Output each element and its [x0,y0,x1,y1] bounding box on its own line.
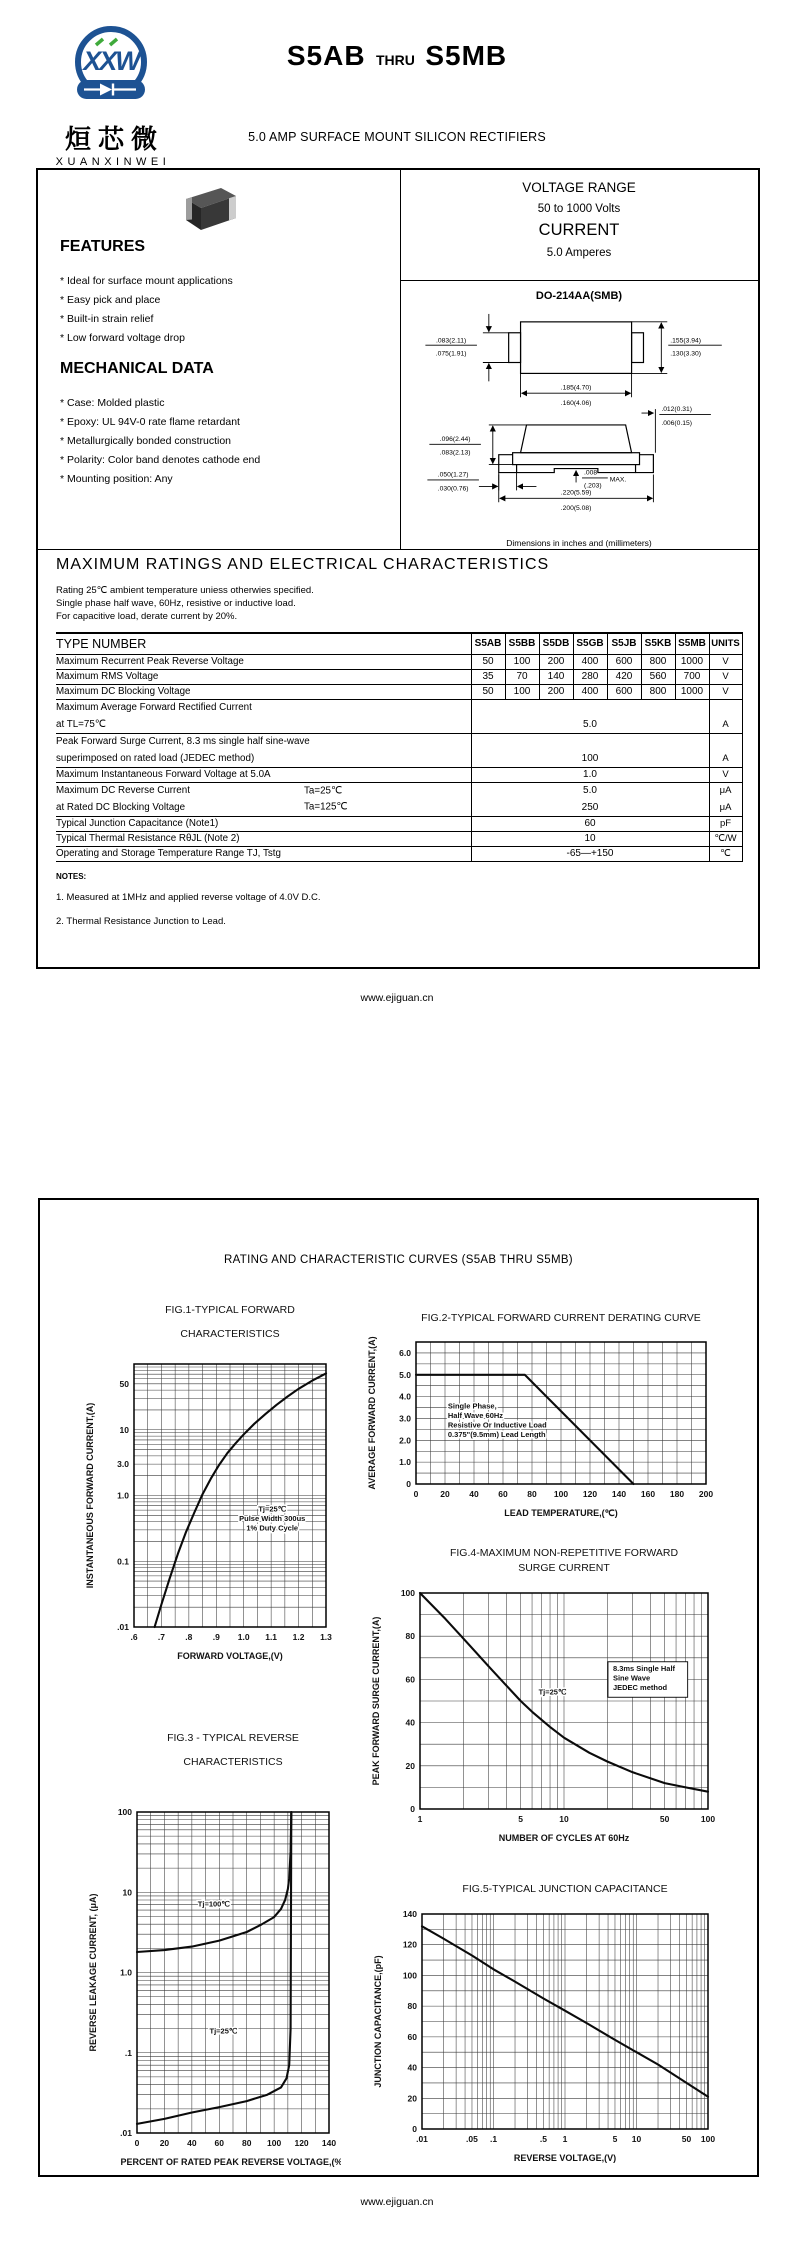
fig4-title [388,1546,740,1576]
svg-text:100: 100 [553,1489,569,1499]
dim-tab-width-in: .083(2.11) [436,337,467,345]
fig2-canvas [364,1334,718,1522]
row-label: Maximum DC Reverse Current Ta=25℃ [56,785,342,797]
svg-text:40: 40 [405,1717,415,1728]
svg-text:Tj=25℃: Tj=25℃ [538,1687,567,1697]
fig5-canvas [370,1906,720,2167]
svg-text:REVERSE LEAKAGE CURRENT, (μA): REVERSE LEAKAGE CURRENT, (μA) [88,1893,98,2052]
features-title: FEATURES [60,238,146,255]
value-cell: 140 [539,669,573,684]
fig3-plot [85,1804,361,2176]
dim-body-width-in: .185(4.70) [560,384,592,392]
dim-tab-width-mm: .075(1.91) [435,350,467,358]
svg-text:LEAD TEMPERATURE,(℃): LEAD TEMPERATURE,(℃) [504,1508,618,1518]
dim-body-height-mm: .130(3.30) [670,350,701,358]
chart-title-line: FIG.4-MAXIMUM NON-REPETITIVE FORWARD [449,1547,679,1559]
unit-cell: A [709,716,742,733]
column-header: S5GB [573,633,607,654]
svg-text:0.1: 0.1 [117,1556,129,1567]
value-cell-span [471,699,709,716]
dim-overall-mm: .200(5.08) [560,505,592,513]
value-cell: 700 [675,669,709,684]
table-row [56,831,742,846]
svg-text:100: 100 [400,1588,415,1598]
row-label: Peak Forward Surge Current, 8.3 ms single half sine-wave [56,736,310,748]
svg-text:3.0: 3.0 [399,1413,411,1424]
value-cell: 400 [573,654,607,669]
svg-text:0: 0 [410,1804,415,1814]
dim-lead-length-in: .050(1.27) [437,471,469,479]
row-label: Maximum Recurrent Peak Reverse Voltage [56,654,471,669]
fig1-plot [82,1356,358,1670]
list-item: * Mounting position: Any [60,473,173,485]
value-cell-span: 1.0 [471,767,709,782]
value-cell: 35 [471,669,505,684]
chart-title-line: FIG.2-TYPICAL FORWARD CURRENT DERATING CURVE [421,1312,701,1324]
unit-cell: V [709,684,742,699]
svg-text:1.3: 1.3 [320,1632,332,1642]
svg-text:20: 20 [440,1489,450,1499]
table-row [56,654,742,669]
package-name: DO-214AA(SMB) [535,290,623,302]
svg-text:140: 140 [321,2138,337,2148]
value-cell: 100 [505,654,539,669]
svg-text:0: 0 [134,2138,140,2148]
chart-title-line: CHARACTERISTICS [180,1328,280,1340]
svg-text:FORWARD VOLTAGE,(V): FORWARD VOLTAGE,(V) [177,1651,283,1661]
fig5-title [390,1878,740,1900]
brand-name-cn: 烜芯微 [64,124,164,154]
package-photo [176,182,242,236]
table-row [56,846,742,861]
value-cell: 200 [539,654,573,669]
table-row [56,799,742,816]
value-cell-span: 5.0 [471,782,709,799]
svg-text:JEDEC method: JEDEC method [612,1682,668,1692]
svg-text:8.3ms Single Half: 8.3ms Single Half [612,1663,676,1673]
curves-box [38,1198,759,2177]
unit-cell: pF [709,816,742,831]
fig2-forward-current-derating-curve [364,1306,738,1527]
svg-text:Tj=25℃: Tj=25℃ [209,2026,238,2036]
dim-lead-length-mm: .030(0.76) [437,485,469,493]
value-cell: 600 [607,654,641,669]
unit-cell: V [709,669,742,684]
chart-title-line: FIG.3 - TYPICAL REVERSE [167,1732,299,1744]
svg-text:INSTANTANEOUS FORWARD CURRENT,: INSTANTANEOUS FORWARD CURRENT,(A) [85,1402,95,1589]
spec-box [36,168,760,969]
svg-text:Tj=25℃: Tj=25℃ [258,1504,287,1514]
value-cell: 1000 [675,654,709,669]
svg-text:1.0: 1.0 [399,1457,411,1468]
list-item: Single phase half wave, 60Hz, resistive or inductive load. [56,598,296,609]
list-item: * Epoxy: UL 94V-0 rate flame retardant [60,416,240,428]
ratings-table [56,632,743,862]
fig1-typical-forward-characteristics [82,1298,358,1670]
dim-lead-thickness-mm: .006(0.15) [661,419,693,427]
website-url: www.ejiguan.cn [360,992,434,1004]
column-header: S5KB [641,633,675,654]
value-cell: 200 [539,684,573,699]
dim-standoff-in: .008 [584,469,598,477]
table-row [56,684,742,699]
svg-text:60: 60 [405,1674,415,1685]
dim-height-in: .096(2.44) [439,435,471,443]
fig2-title [384,1306,738,1330]
column-header: S5DB [539,633,573,654]
svg-text:Pulse Width 300us: Pulse Width 300us [239,1513,306,1523]
svg-text:Sine Wave: Sine Wave [612,1673,651,1683]
list-item: * Ideal for surface mount applications [60,275,233,287]
svg-text:PERCENT OF RATED PEAK REVERSE: PERCENT OF RATED PEAK REVERSE VOLTAGE,(%) [120,2157,341,2167]
svg-text:10: 10 [122,1887,132,1898]
column-header: S5JB [607,633,641,654]
svg-text:120: 120 [294,2138,309,2148]
chart-title-line: FIG.1-TYPICAL FORWARD [165,1304,295,1316]
value-cell-span: 250 [471,799,709,816]
svg-text:80: 80 [241,2138,252,2148]
part-number-to: S5MB [425,40,508,71]
value-cell: 70 [505,669,539,684]
svg-text:50: 50 [119,1378,129,1389]
svg-text:0.375"(9.5mm) Lead Length: 0.375"(9.5mm) Lead Length [447,1430,546,1440]
unit-cell: ℃/W [709,831,742,846]
value-cell-span: 100 [471,750,709,767]
table-row [56,699,742,716]
svg-text:60: 60 [214,2138,225,2148]
fig3-title [105,1726,361,1774]
svg-text:10: 10 [631,2134,642,2144]
svg-text:.01: .01 [117,1622,129,1632]
value-cell: 600 [607,684,641,699]
fig2-plot [364,1334,738,1527]
voltage-range-value: 50 to 1000 Volts [537,203,621,215]
features-list [60,272,390,348]
svg-text:Half Wave 60Hz: Half Wave 60Hz [447,1411,504,1421]
chart-title-line: CHARACTERISTICS [183,1756,283,1768]
fig3-canvas [85,1804,341,2171]
svg-text:60: 60 [498,1489,508,1499]
svg-text:20: 20 [405,1760,415,1771]
value-cell: 560 [641,669,675,684]
column-header: S5BB [505,633,539,654]
row-label: Typical Junction Capacitance (Note1) [56,816,471,831]
svg-text:5.0: 5.0 [399,1369,411,1380]
notes-title: NOTES: [56,872,87,881]
svg-text:1.1: 1.1 [265,1632,278,1642]
svg-text:0: 0 [412,2124,417,2134]
row-label: Typical Thermal Resistance RθJL (Note 2) [56,831,471,846]
value-cell: 420 [607,669,641,684]
fig4-plot [368,1585,740,1852]
package-outline-drawing [416,306,752,534]
value-cell: 800 [641,654,675,669]
svg-text:50: 50 [681,2134,692,2144]
value-cell-span: 10 [471,831,709,846]
column-header: S5AB [471,633,505,654]
svg-text:40: 40 [407,2062,417,2073]
svg-text:10: 10 [559,1814,569,1824]
table-row [56,767,742,782]
value-cell: 1000 [675,684,709,699]
ratings-title: MAXIMUM RATINGS AND ELECTRICAL CHARACTERISTICS [56,556,550,573]
dim-standoff-mm: (.203) [584,482,602,490]
dim-standoff-max: MAX. [609,476,627,484]
list-item: 2. Thermal Resistance Junction to Lead. [56,916,226,927]
value-cell: 100 [505,684,539,699]
dimensions-note: Dimensions in inches and (millimeters) [506,538,652,548]
column-header: UNITS [709,633,742,654]
unit-cell: A [709,750,742,767]
svg-text:.5: .5 [539,2134,548,2144]
svg-text:160: 160 [640,1489,656,1499]
svg-text:Single Phase,: Single Phase, [447,1401,497,1411]
value-cell-span: 60 [471,816,709,831]
svg-text:20: 20 [407,2093,417,2104]
svg-text:120: 120 [402,1939,417,1950]
list-item: For capacitive load, derate current by 20%. [56,611,238,622]
svg-text:20: 20 [159,2138,170,2148]
svg-text:40: 40 [469,1489,479,1499]
mechanical-data-list [60,394,390,489]
svg-text:80: 80 [407,2001,417,2012]
fig5-plot [370,1906,740,2172]
dim-body-width-mm: .160(4.06) [560,400,592,408]
unit-cell [709,699,742,716]
svg-text:3.0: 3.0 [117,1459,129,1470]
ratings-divider [38,549,758,550]
svg-text:200: 200 [698,1489,714,1499]
svg-text:.05: .05 [466,2134,478,2144]
svg-text:5: 5 [612,2134,618,2144]
ratings-intro [56,584,576,623]
current-title: CURRENT [538,221,620,239]
svg-text:.7: .7 [157,1632,165,1642]
svg-text:.01: .01 [120,2128,132,2138]
list-item: * Low forward voltage drop [60,332,185,344]
notes-list [56,892,556,940]
svg-text:100: 100 [402,1970,417,1981]
dim-body-height-in: .155(3.94) [670,337,701,345]
svg-text:.1: .1 [489,2134,498,2144]
svg-text:1: 1 [417,1814,423,1824]
svg-text:100: 100 [117,1807,132,1817]
fig3-typical-reverse-characteristics [85,1726,361,2176]
svg-text:.1: .1 [124,2047,132,2058]
dim-height-mm: .083(2.13) [439,449,471,457]
table-row [56,782,742,799]
svg-text:100: 100 [700,2134,716,2144]
list-item: Rating 25℃ ambient temperature uniess otherwies specified. [56,585,314,596]
svg-text:50: 50 [659,1814,670,1824]
fig1-title [102,1298,358,1346]
svg-text:AVERAGE FORWARD CURRENT,(A): AVERAGE FORWARD CURRENT,(A) [367,1336,377,1490]
chart-title-line: SURGE CURRENT [518,1562,610,1574]
value-cell: 800 [641,684,675,699]
svg-text:6.0: 6.0 [399,1347,411,1358]
svg-text:120: 120 [582,1489,598,1499]
svg-text:PEAK FORWARD SURGE CURRENT,(A): PEAK FORWARD SURGE CURRENT,(A) [371,1616,381,1786]
svg-text:5: 5 [518,1814,524,1824]
row-label: at TL=75℃ [56,716,471,733]
list-item: 1. Measured at 1MHz and applied reverse voltage of 4.0V D.C. [56,892,321,903]
svg-text:140: 140 [611,1489,627,1499]
value-cell: 400 [573,684,607,699]
fig4-max-non-repetitive-surge-current [368,1546,740,1852]
row-label: at Rated DC Blocking Voltage Ta=125℃ [56,799,471,816]
mechanical-data-title: MECHANICAL DATA [60,360,214,377]
list-item: * Easy pick and place [60,294,161,306]
value-cell: 50 [471,654,505,669]
logo-text: XXW [83,46,139,76]
unit-cell: μA [709,782,742,799]
svg-text:40: 40 [187,2138,197,2148]
svg-text:1.0: 1.0 [117,1490,129,1501]
list-item: * Case: Molded plastic [60,397,165,409]
unit-cell [709,733,742,750]
fig5-typical-junction-capacitance [370,1878,740,2172]
curves-title: RATING AND CHARACTERISTIC CURVES (S5AB THRU S5MB) [224,1254,573,1266]
svg-text:1% Duty Cycle: 1% Duty Cycle [246,1523,299,1533]
chart-title-line: FIG.5-TYPICAL JUNCTION CAPACITANCE [462,1883,668,1895]
fig1-canvas [82,1356,338,1665]
website-url-bottom: www.ejiguan.cn [360,2196,434,2208]
row-label: Maximum Instantaneous Forward Voltage at 5.0A [56,767,471,782]
doc-subtitle: 5.0 AMP SURFACE MOUNT SILICON RECTIFIERS [248,130,546,144]
svg-text:140: 140 [402,1909,417,1919]
brand-name-en: XUANXINWEI [55,156,171,168]
svg-text:1.0: 1.0 [120,1967,132,1978]
fig4-canvas [368,1585,720,1847]
svg-text:Tj=100℃: Tj=100℃ [197,1899,230,1909]
svg-text:100: 100 [267,2138,282,2148]
svg-text:100: 100 [700,1814,716,1824]
dim-overall-in: .220(5.59) [560,489,592,497]
value-cell-span [471,733,709,750]
right-panel-divider [400,280,758,281]
value-cell-span: -65—+150 [471,846,709,861]
list-item: * Built-in strain relief [60,313,154,325]
table-row [56,733,742,750]
unit-cell: ℃ [709,846,742,861]
svg-text:1: 1 [562,2134,568,2144]
row-label: Maximum DC Blocking Voltage [56,684,471,699]
svg-text:0: 0 [406,1479,411,1489]
ratings-table-wrap [56,632,743,862]
row-label: Maximum Average Forward Rectified Current [56,702,252,714]
svg-text:180: 180 [669,1489,685,1499]
svg-text:60: 60 [407,2031,417,2042]
part-number-from: S5AB [286,40,366,71]
row-label: Maximum RMS Voltage [56,669,471,684]
type-number-header: TYPE NUMBER [56,633,471,654]
svg-text:.01: .01 [416,2134,428,2144]
svg-text:4.0: 4.0 [399,1391,411,1402]
list-item: * Polarity: Color band denotes cathode end [60,454,261,466]
svg-text:10: 10 [119,1424,129,1435]
svg-text:0: 0 [413,1489,419,1499]
list-item: * Metallurgically bonded construction [60,435,232,447]
row-label: Operating and Storage Temperature Range TJ, Tstg [56,846,471,861]
svg-text:Resistive Or Inductive Load: Resistive Or Inductive Load [447,1420,547,1430]
svg-text:NUMBER OF CYCLES AT 60Hz: NUMBER OF CYCLES AT 60Hz [498,1833,630,1843]
column-header: S5MB [675,633,709,654]
unit-cell: V [709,654,742,669]
svg-text:80: 80 [527,1489,537,1499]
table-row [56,669,742,684]
table-row [56,716,742,733]
unit-cell: V [709,767,742,782]
thru-label: THRU [376,52,415,68]
table-row [56,816,742,831]
value-cell-span: 5.0 [471,716,709,733]
svg-text:1.0: 1.0 [237,1632,250,1642]
svg-text:REVERSE VOLTAGE,(V): REVERSE VOLTAGE,(V) [513,2153,617,2163]
svg-text:1.2: 1.2 [292,1632,305,1642]
table-row [56,750,742,767]
unit-cell: μA [709,799,742,816]
page-title [0,40,794,72]
svg-text:.6: .6 [130,1632,138,1642]
svg-text:.9: .9 [212,1632,220,1642]
dim-lead-thickness-in: .012(0.31) [661,406,693,414]
row-label: superimposed on rated load (JEDEC method) [56,750,471,767]
current-value: 5.0 Amperes [546,247,612,259]
value-cell: 50 [471,684,505,699]
svg-text:.8: .8 [185,1632,193,1642]
voltage-range-title: VOLTAGE RANGE [522,180,636,195]
svg-text:JUNCTION CAPACITANCE,(pF): JUNCTION CAPACITANCE,(pF) [373,1955,383,2088]
svg-text:80: 80 [405,1631,415,1642]
value-cell: 280 [573,669,607,684]
svg-text:2.0: 2.0 [399,1435,411,1446]
